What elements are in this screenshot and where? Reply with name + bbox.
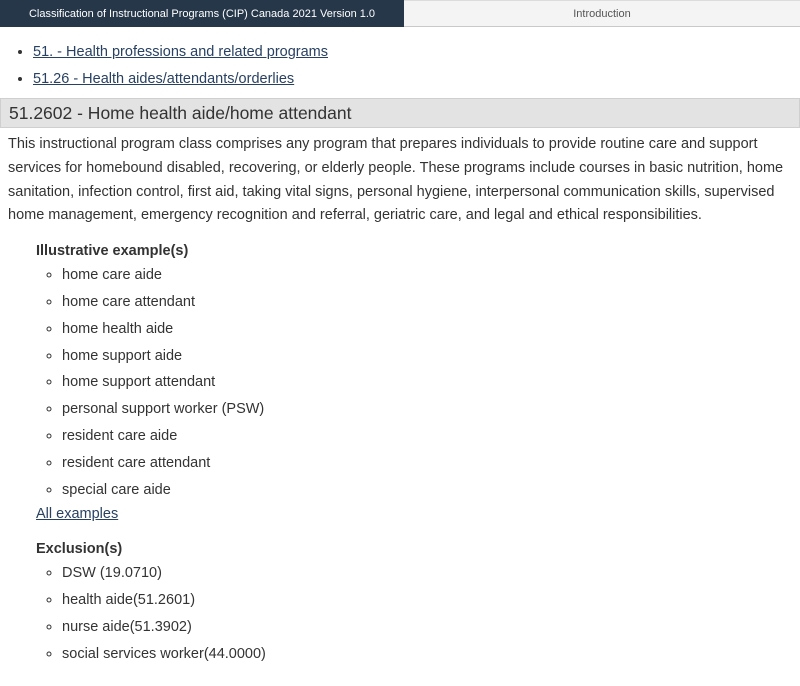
- tab-cip-canada[interactable]: Classification of Instructional Programs (CIP) Canada 2021 Version 1.0: [0, 0, 404, 27]
- exclusions-title: Exclusion(s): [36, 541, 123, 558]
- breadcrumb: [8, 39, 792, 93]
- list-item: ◦ health aide(51.2601): [62, 587, 792, 614]
- list-item: ◦ home support attendant: [62, 369, 792, 396]
- list-item: ◦ social services worker(44.0000): [62, 641, 792, 668]
- breadcrumb-item: [33, 39, 792, 66]
- breadcrumb-link-51-26[interactable]: 51.26 - Health aides/attendants/orderlies: [33, 71, 295, 87]
- all-examples-link[interactable]: All examples: [36, 506, 119, 523]
- breadcrumb-link-51[interactable]: 51. - Health professions and related programs: [33, 44, 328, 60]
- page-title: 51.2602 - Home health aide/home attendant: [0, 98, 800, 128]
- list-item: ◦ personal support worker (PSW): [62, 396, 792, 423]
- tab-introduction[interactable]: Introduction: [404, 0, 800, 27]
- program-description: This instructional program class comprises any program that prepares individuals to provide routine care and support services for homebound disabled, recovering, or elderly people. These programs include courses in basic nutrition, home sanitation, infection control, first aid, taking vital signs, personal hygiene, interpersonal communication skills, supervised home management, emergency recognition and referral, geriatric care, and legal and ethical responsibilities.: [8, 136, 784, 224]
- tab-bar: [0, 0, 800, 27]
- list-item: ◦ special care aide: [62, 477, 792, 504]
- main-content: [0, 39, 800, 668]
- list-item: ◦ home care aide: [62, 262, 792, 289]
- illustrative-examples-list: [36, 262, 792, 503]
- list-item: ◦ home support aide: [62, 343, 792, 370]
- list-item: ◦ home care attendant: [62, 289, 792, 316]
- illustrative-examples-section: [8, 240, 792, 667]
- list-item: ◦ home health aide: [62, 316, 792, 343]
- exclusions-list: [36, 560, 792, 667]
- breadcrumb-item: [33, 66, 792, 93]
- list-item: ◦ nurse aide(51.3902): [62, 614, 792, 641]
- list-item: ◦ DSW (19.0710): [62, 560, 792, 587]
- illustrative-examples-title: Illustrative example(s): [36, 243, 189, 260]
- list-item: ◦ resident care attendant: [62, 450, 792, 477]
- list-item: ◦ resident care aide: [62, 423, 792, 450]
